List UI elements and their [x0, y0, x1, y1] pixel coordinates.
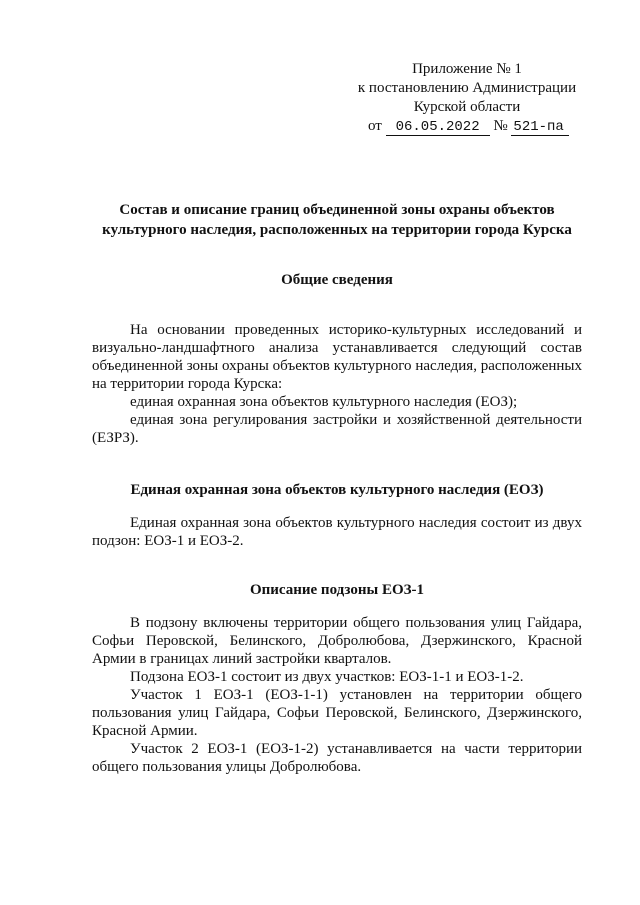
section-body-eoz1 — [92, 614, 582, 776]
paragraph: единая охранная зона объектов культурного наследия (ЕОЗ); — [130, 394, 518, 410]
section-heading-eoz1: Описание подзоны ЕОЗ-1 — [249, 582, 425, 598]
paragraph: Участок 1 ЕОЗ-1 (ЕОЗ-1-1) установлен на территории общего пользования улиц Гайдара, Софьи Перовской, Белинского, Дзержинского, Красной Армии. — [92, 687, 582, 739]
paragraph: Участок 2 ЕОЗ-1 (ЕОЗ-1-2) устанавливается на части территории общего пользования улицы Добролюбова. — [92, 741, 582, 775]
appendix-resolution: к постановлению Администрации — [357, 80, 577, 96]
section-body-eoz — [92, 514, 582, 550]
paragraph: В подзону включены территории общего пользования улиц Гайдара, Софьи Перовской, Белинского, Добролюбова, Дзержинского, Красной Армии в границах линий застройки кварталов. — [92, 615, 582, 667]
number-label: № — [493, 118, 508, 134]
appendix-header — [352, 60, 582, 136]
paragraph: Подзона ЕОЗ-1 состоит из двух участков: ЕОЗ-1-1 и ЕОЗ-1-2. — [130, 669, 524, 685]
section-heading-eoz: Единая охранная зона объектов культурного наследия (ЕОЗ) — [130, 482, 544, 498]
section-heading-general: Общие сведения — [281, 272, 393, 288]
resolution-number: 521-па — [511, 120, 569, 136]
paragraph: На основании проведенных историко-культурных исследований и визуально-ландшафтного анализа устанавливается следующий состав объединенной зоны охраны объектов культурного наследия, расположенных на территории города Курска: — [92, 322, 582, 392]
appendix-authority: Курской области — [413, 99, 521, 115]
section-body-general — [92, 321, 582, 447]
document-title: Состав и описание границ объединенной зоны охраны объектов культурного наследия, расположенных на территории города Курска — [102, 202, 572, 238]
paragraph: единая зона регулирования застройки и хозяйственной деятельности (ЕЗРЗ). — [92, 412, 582, 446]
paragraph: Единая охранная зона объектов культурного наследия состоит из двух подзон: ЕОЗ-1 и ЕОЗ-2. — [92, 515, 582, 549]
resolution-date: 06.05.2022 — [386, 120, 490, 136]
appendix-reference — [352, 117, 582, 136]
from-label: от — [368, 118, 382, 134]
appendix-title: Приложение № 1 — [412, 61, 522, 77]
